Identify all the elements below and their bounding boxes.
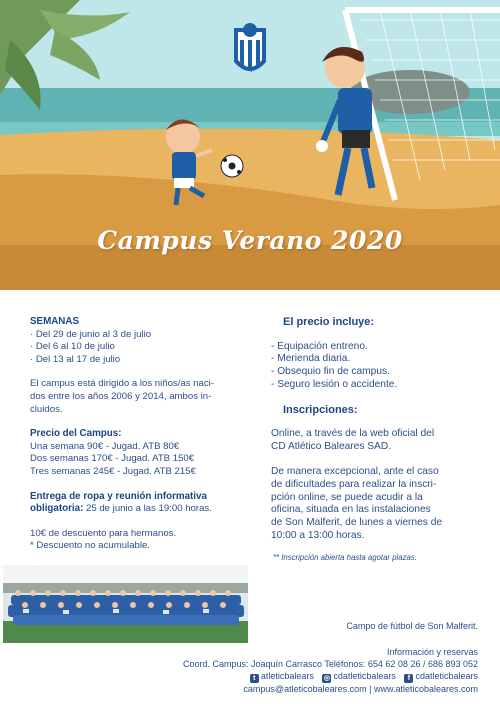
list-item: - Equipación entreno. bbox=[271, 340, 368, 352]
email-web[interactable]: campus@atleticobaleares.com | www.atleticobaleares.com bbox=[243, 684, 478, 694]
list-item: - Obsequio fin de campus. bbox=[271, 366, 390, 378]
text-line: El campus está dirigido a los niños/as naci- bbox=[30, 378, 214, 390]
entrega-date: 25 de junio a las 19:00 horas. bbox=[83, 503, 212, 515]
list-item: · Del 6 al 10 de julio bbox=[30, 341, 115, 353]
text-line: de Son Malferit, de lunes a viernes de bbox=[271, 517, 443, 529]
entrega-heading: Entrega de ropa y reunión informativa bbox=[30, 490, 207, 502]
text-line: de dificultades para realizar la inscri- bbox=[271, 478, 437, 490]
incluye-list bbox=[271, 341, 476, 392]
inscripciones-online bbox=[271, 428, 476, 454]
text-line: pción online, se puede acudir a la bbox=[271, 491, 423, 503]
list-item: - Merienda diaria. bbox=[271, 353, 351, 365]
list-item: - Seguro lesión o accidente. bbox=[271, 378, 398, 390]
list-item: Tres semanas 245€ - Jugad. ATB 215€ bbox=[30, 465, 196, 477]
instagram-handle: cdatleticbalears bbox=[333, 671, 396, 681]
contact-block bbox=[183, 646, 478, 695]
text-line: Online, a través de la web oficial del bbox=[271, 428, 435, 440]
inscripciones-heading: Inscripciones: bbox=[283, 403, 358, 416]
instagram-link[interactable] bbox=[322, 670, 396, 683]
inscripcion-note: ** Inscripción abierta hasta agotar plazas. bbox=[273, 552, 417, 562]
info-reservas: Información y reservas bbox=[386, 647, 478, 657]
descuento-note: * Descuento no acumulable. bbox=[30, 540, 150, 552]
social-links bbox=[183, 670, 478, 683]
campus-title: Campus Verano 2020 bbox=[97, 226, 403, 255]
club-crest-logo bbox=[234, 23, 266, 72]
coordinator-phones: Coord. Campus: Joaquín Carrasco Teléfonos: 654 62 08 26 / 686 893 052 bbox=[182, 659, 478, 669]
semanas-heading: SEMANAS bbox=[30, 316, 79, 327]
text-line: CD Atlético Baleares SAD. bbox=[271, 441, 392, 453]
twitter-icon: t bbox=[250, 674, 259, 683]
incluye-heading: El precio incluye: bbox=[283, 316, 375, 328]
precio-list bbox=[30, 441, 250, 479]
venue-text: Campo de fútbol de Son Malferit. bbox=[346, 621, 478, 631]
dirigido-paragraph bbox=[30, 378, 250, 416]
entrega-detail bbox=[30, 503, 250, 516]
text-line: De manera excepcional, ante el caso bbox=[271, 465, 439, 477]
facebook-handle: cdatleticbalears bbox=[415, 671, 478, 681]
list-item: · Del 13 al 17 de julio bbox=[30, 353, 121, 365]
list-item: · Del 29 de junio al 3 de julio bbox=[30, 328, 152, 340]
descuento-hermanos: 10€ de descuento para hermanos. bbox=[30, 527, 177, 539]
soccer-ball bbox=[221, 155, 243, 177]
list-item: Dos semanas 170€ - Jugad. ATB 150€ bbox=[30, 453, 195, 465]
list-item: Una semana 90€ - Jugad. ATB 80€ bbox=[30, 440, 180, 452]
left-column bbox=[30, 316, 250, 553]
semanas-list bbox=[30, 329, 250, 367]
text-line: oficina, situada en las instalaciones bbox=[271, 504, 431, 516]
precio-heading: Precio del Campus: bbox=[30, 428, 122, 440]
text-line: cluidos. bbox=[30, 403, 63, 415]
facebook-icon: f bbox=[404, 674, 413, 683]
text-line: dos entre los años 2006 y 2014, ambos in- bbox=[30, 390, 212, 402]
group-photo bbox=[3, 565, 248, 643]
right-column bbox=[271, 316, 476, 564]
instagram-icon: ◎ bbox=[323, 675, 330, 682]
facebook-link[interactable] bbox=[404, 670, 478, 683]
text-line: 10:00 a 13:00 horas. bbox=[271, 529, 365, 541]
inscripciones-excepcional bbox=[271, 466, 476, 543]
entrega-heading-2: obligatoria: bbox=[30, 503, 84, 515]
hero-illustration bbox=[0, 0, 500, 290]
twitter-link[interactable] bbox=[250, 670, 314, 683]
twitter-handle: atleticbalears bbox=[260, 671, 314, 681]
